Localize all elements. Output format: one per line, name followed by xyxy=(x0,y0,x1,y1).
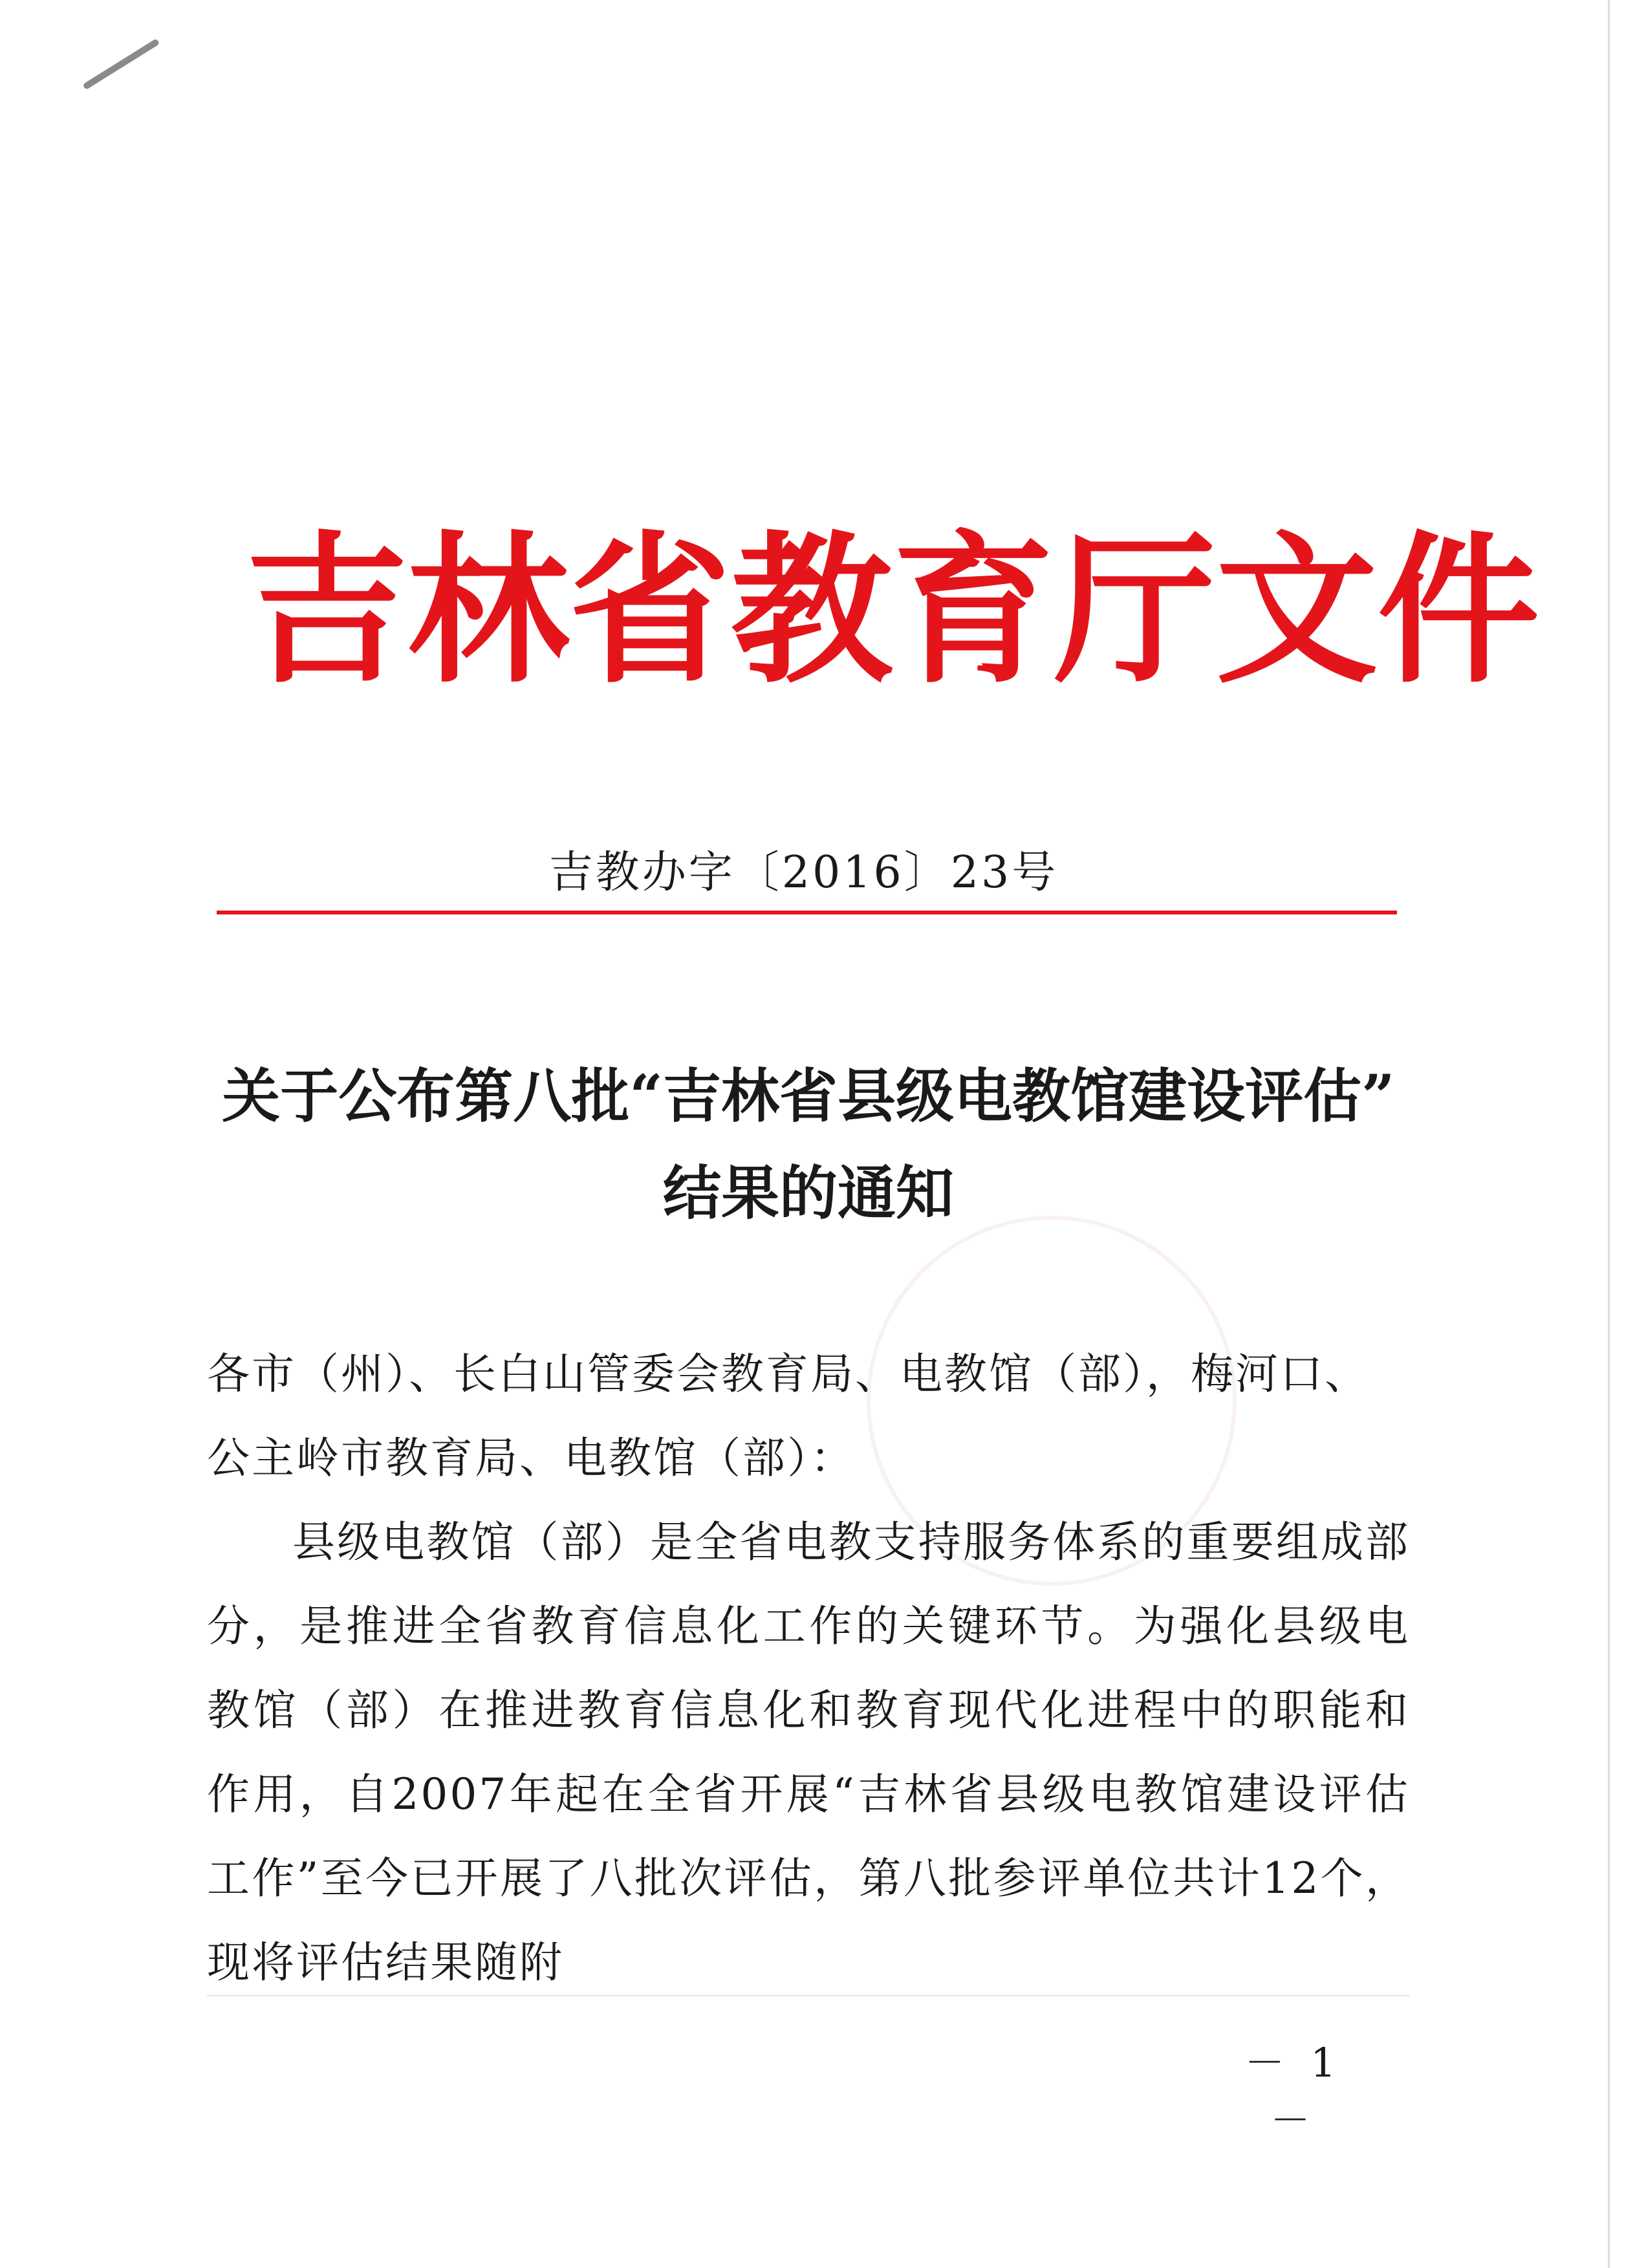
notice-title-line1: 关于公布第八批“吉林省县级电教馆建设评估” xyxy=(222,1062,1395,1130)
body-paragraph: 县级电教馆（部）是全省电教支持服务体系的重要组成部分，是推进全省教育信息化工作的关键环节。为强化县级电教馆（部）在推进教育信息化和教育现代化进程中的职能和作用，自2007年起在全省开展“吉林省县级电教馆建设评估工作”至今已开展了八批次评估，第八批参评单位共计12个，现将评估结果随附 xyxy=(207,1517,1410,1987)
header-char: 林 xyxy=(407,517,569,705)
notice-body xyxy=(207,1332,1410,2005)
salutation: 各市（州）、长白山管委会教育局、电教馆（部），梅河口、公主岭市教育局、电教馆（部）： xyxy=(207,1349,1369,1483)
header-char: 件 xyxy=(1378,517,1539,705)
header-char: 厅 xyxy=(1054,517,1216,705)
header-char: 育 xyxy=(893,517,1054,705)
document-header-title xyxy=(246,504,1539,718)
document-number: 吉教办字〔2016〕23号 xyxy=(548,847,1059,898)
staple-mark xyxy=(82,38,160,90)
page-number: － 1 － xyxy=(1244,2039,1343,2144)
footer-rule xyxy=(207,1995,1410,1996)
header-char: 省 xyxy=(569,517,731,705)
notice-title-line2: 结果的通知 xyxy=(663,1159,954,1227)
header-char: 文 xyxy=(1216,517,1378,705)
header-char: 吉 xyxy=(246,517,407,705)
scan-edge-line xyxy=(1608,0,1610,2268)
header-char: 教 xyxy=(731,517,893,705)
red-separator-rule xyxy=(217,911,1397,914)
notice-title xyxy=(194,1048,1423,1242)
